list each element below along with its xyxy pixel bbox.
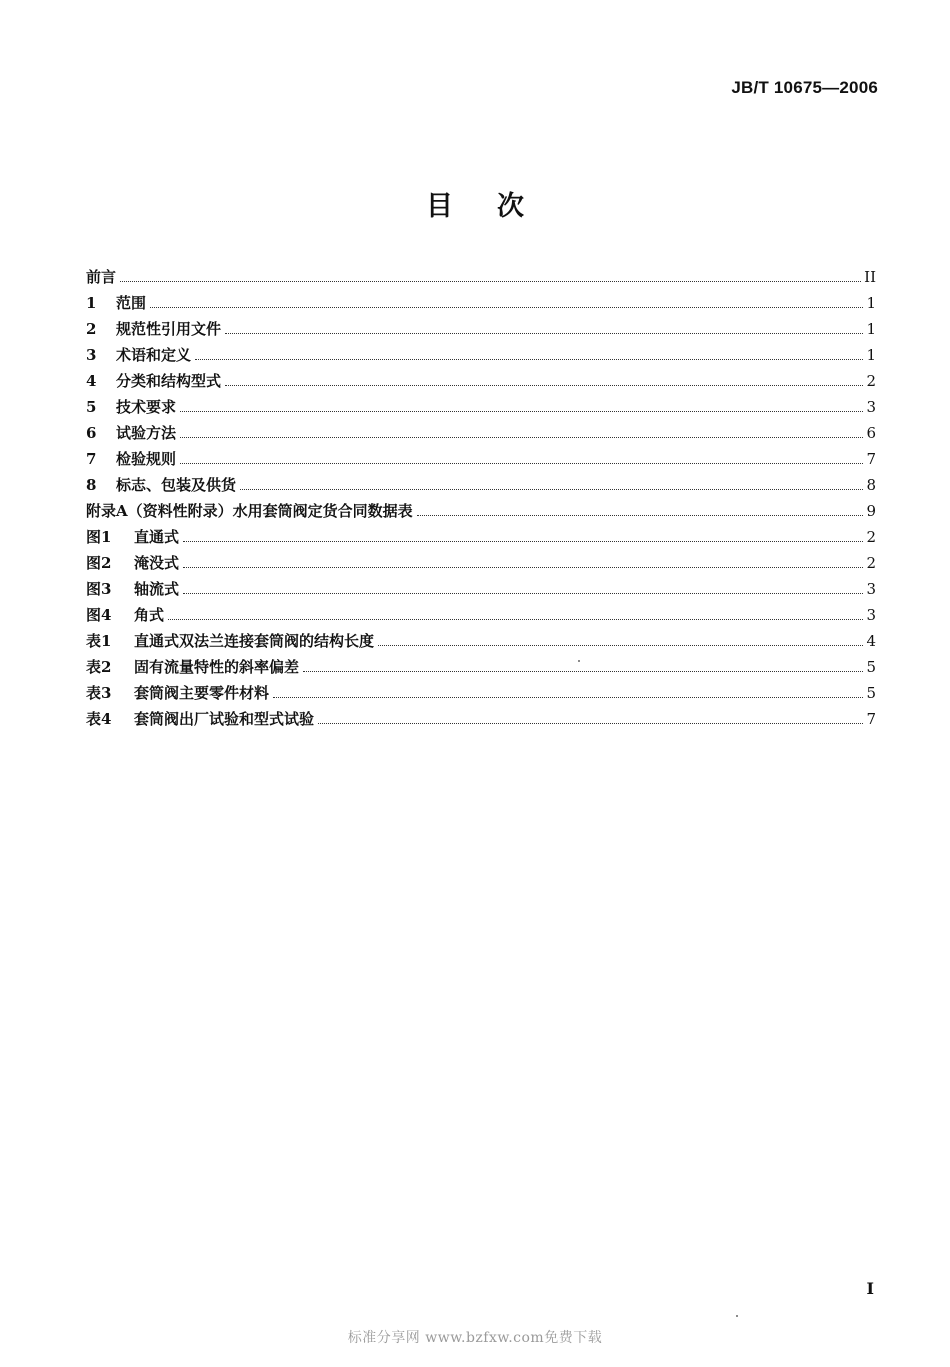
toc-entry-appendix-a[interactable] — [86, 500, 876, 526]
toc-entry-number: 表3 — [86, 684, 112, 702]
toc-entry-figure-2[interactable] — [86, 552, 876, 578]
toc-entry-page: 1 — [866, 294, 876, 312]
toc-entry-page: 7 — [866, 450, 876, 468]
toc-entry-text: 套筒阀主要零件材料 — [134, 684, 270, 702]
toc-entry-text: 固有流量特性的斜率偏差 — [134, 658, 300, 676]
toc-entry-8[interactable] — [86, 474, 876, 500]
toc-entry-text: 附录A（资料性附录）水用套筒阀定货合同数据表 — [86, 502, 413, 520]
toc-entry-6[interactable] — [86, 422, 876, 448]
toc-entry-number: 1 — [86, 294, 97, 312]
toc-entry-table-1[interactable] — [86, 630, 876, 656]
toc-entry-page: 8 — [866, 476, 876, 494]
toc-entry-text: 范围 — [116, 294, 147, 312]
toc-entry-page: 2 — [866, 528, 876, 546]
toc-leader — [417, 515, 863, 516]
toc-entry-number: 图3 — [86, 580, 112, 598]
toc-leader — [240, 489, 863, 490]
toc-entry-page: II — [864, 268, 876, 286]
toc-entry-1[interactable] — [86, 292, 876, 318]
page-number: I — [866, 1279, 874, 1298]
toc-entry-text: 直通式 — [134, 528, 180, 546]
toc-leader — [318, 723, 863, 724]
toc-entry-5[interactable] — [86, 396, 876, 422]
toc-entry-2[interactable] — [86, 318, 876, 344]
document-code: JB/T 10675—2006 — [731, 78, 878, 97]
toc-leader — [180, 411, 863, 412]
toc-entry-number: 8 — [86, 476, 97, 494]
toc-entry-page: 3 — [866, 606, 876, 624]
toc-entry-page: 4 — [866, 632, 876, 650]
toc-title: 目次 — [426, 191, 568, 222]
toc-leader — [225, 333, 863, 334]
toc-entry-text: 试验方法 — [116, 424, 177, 442]
toc-leader — [225, 385, 863, 386]
toc-entry-table-4[interactable] — [86, 708, 876, 734]
toc-entry-page: 3 — [866, 398, 876, 416]
toc-leader — [273, 697, 863, 698]
toc-leader — [183, 541, 863, 542]
toc-entry-number: 2 — [86, 320, 97, 338]
toc-entry-figure-3[interactable] — [86, 578, 876, 604]
toc-entry-number: 表2 — [86, 658, 112, 676]
toc-entry-page: 6 — [866, 424, 876, 442]
scan-speck — [578, 660, 580, 662]
toc-entry-text: 分类和结构型式 — [116, 372, 222, 390]
toc-entry-text: 标志、包装及供货 — [116, 476, 237, 494]
toc-entry-text: 淹没式 — [134, 554, 180, 572]
toc-leader — [303, 671, 863, 672]
toc-entry-text: 检验规则 — [116, 450, 177, 468]
toc-entry-number: 3 — [86, 346, 97, 364]
toc-leader — [120, 281, 861, 282]
toc-entry-text: 前言 — [86, 268, 117, 286]
toc-entry-page: 2 — [866, 554, 876, 572]
toc-entry-figure-1[interactable] — [86, 526, 876, 552]
toc-entry-number: 5 — [86, 398, 97, 416]
toc-entry-page: 3 — [866, 580, 876, 598]
toc-entry-text: 直通式双法兰连接套筒阀的结构长度 — [134, 632, 375, 650]
toc-entry-page: 1 — [866, 346, 876, 364]
toc-entry-4[interactable] — [86, 370, 876, 396]
toc-leader — [180, 437, 863, 438]
toc-entry-number: 图2 — [86, 554, 112, 572]
scan-speck — [736, 1315, 738, 1317]
toc-entry-table-2[interactable] — [86, 656, 876, 682]
toc-entry-text: 套筒阀出厂试验和型式试验 — [134, 710, 315, 728]
toc-entry-number: 6 — [86, 424, 97, 442]
toc-entry-figure-4[interactable] — [86, 604, 876, 630]
toc-entry-number: 图1 — [86, 528, 112, 546]
toc-entry-page: 2 — [866, 372, 876, 390]
toc-leader — [183, 593, 863, 594]
toc-leader — [168, 619, 863, 620]
toc-entry-page: 5 — [866, 658, 876, 676]
watermark-text: 标准分享网 www.bzfxw.com免费下载 — [347, 1330, 603, 1346]
toc-entry-number: 表1 — [86, 632, 112, 650]
toc-entry-text: 规范性引用文件 — [116, 320, 222, 338]
toc-entry-text: 术语和定义 — [116, 346, 192, 364]
toc-entry-3[interactable] — [86, 344, 876, 370]
toc-entry-number: 图4 — [86, 606, 112, 624]
toc-entry-text: 角式 — [134, 606, 165, 624]
toc-entry-7[interactable] — [86, 448, 876, 474]
toc-leader — [378, 645, 863, 646]
toc-leader — [183, 567, 863, 568]
toc-entry-page: 5 — [866, 684, 876, 702]
toc-entry-foreword[interactable] — [86, 266, 876, 292]
toc-entry-text: 轴流式 — [134, 580, 180, 598]
toc-entry-page: 9 — [866, 502, 876, 520]
toc-leader — [195, 359, 863, 360]
toc-leader — [150, 307, 863, 308]
toc-entry-page: 7 — [866, 710, 876, 728]
toc-list — [86, 266, 876, 734]
toc-entry-number: 7 — [86, 450, 97, 468]
toc-entry-number: 表4 — [86, 710, 112, 728]
toc-entry-page: 1 — [866, 320, 876, 338]
toc-entry-text: 技术要求 — [116, 398, 177, 416]
toc-entry-table-3[interactable] — [86, 682, 876, 708]
toc-leader — [180, 463, 863, 464]
toc-entry-number: 4 — [86, 372, 97, 390]
